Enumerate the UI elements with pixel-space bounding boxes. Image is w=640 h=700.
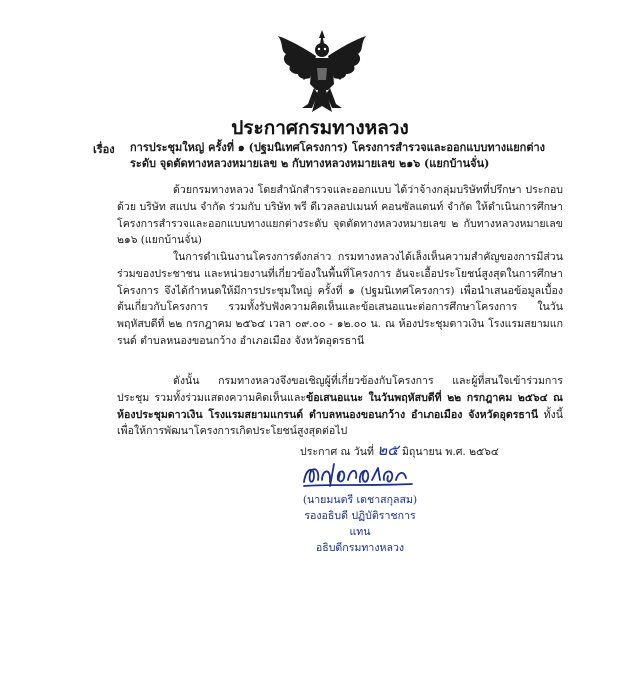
signatory-org: อธิบดีกรมทางหลวง (315, 542, 405, 554)
paragraph-3-closing: ทั้งนี้ เพื่อให้การพัฒนาโครงการเกิดประโยชน์สูงสุดต่อไป (117, 408, 564, 438)
paragraph-3 (117, 373, 563, 440)
subject-label: เรื่อง (93, 143, 115, 156)
paragraph-3-intro: ดังนั้น กรมทางหลวงจึงขอเชิญผู้ที่เกี่ยวข้องกับโครงการ และผู้ที่สนใจเข้าร่วมการประชุม รวมทั้งร่วมแสดงความคิดเห็นและ (117, 375, 563, 404)
subject-text: การประชุมใหญ่ ครั้งที่ ๑ (ปฐมนิเทศโครงการ) โครงการสำรวจและออกแบบทางแยกต่างระดับ จุดตัดทางหลวงหมายเลข ๒ กับทางหลวงหมายเลข ๒๑๖ (แยกบ้านจั่น) (130, 141, 546, 170)
signatory-position: รองอธิบดี ปฏิบัติราชการแทน (304, 510, 416, 538)
signatory-block (298, 492, 422, 556)
paragraph-2: ในการดำเนินงานโครงการดังกล่าว กรมทางหลวงได้เล็งเห็นความสำคัญของการมีส่วนร่วมของประชาชน และหน่วยงานที่เกี่ยวข้องในพื้นที่โครงการ อันจะเอื้อประโยชน์สูงสุดในการศึกษาโครงการ จึงได้กำหนดให้มีการประชุมใหญ่ ครั้งที่ ๑ (ปฐมนิเทศโครงการ) เพื่อนำเสนอข้อมูลเบื้องต้นเกี่ยวกับโครงการ รวมทั้งรับฟังความคิดเห็นและข้อเสนอแนะต่อการศึกษาโครงการ ในวันพฤหัสบดีที่ ๒๒ กรกฎาคม ๒๕๖๔ เวลา ๐๙.๐๐ - ๑๒.๐๐ น. ณ ห้องประชุมดาวเงิน โรงแรมสยามแกรนด์ ตำบลหนองขอนกว้าง อำเภอเมือง จังหวัดอุดรธานี (117, 251, 563, 347)
garuda-emblem-icon (276, 28, 368, 116)
date-prefix: ประกาศ ณ วันที่ (300, 446, 374, 458)
signatory-name: (นายมนตรี เดชาสกุลสม) (302, 494, 418, 506)
date-suffix: มิถุนายน พ.ศ. ๒๕๖๔ (401, 446, 499, 458)
signature-image (300, 456, 418, 490)
date-day: ๒๕ (377, 441, 399, 459)
paragraph-3-emphasis: ข้อเสนอแนะ ในวันพฤหัสบดีที่ ๒๒ กรกฎาคม ๒๕๖๔ ณ ห้องประชุมดาวเงิน โรงแรมสยามแกรนด์ ตำบลหนองขอนกว้าง อำเภอเมือง จังหวัดอุดรธานี (117, 391, 563, 421)
paragraph-1: ด้วยกรมทางหลวง โดยสำนักสำรวจและออกแบบ ได้ว่าจ้างกลุ่มบริษัทที่ปรึกษา ประกอบด้วย บริษัท สแปน จำกัด ร่วมกับ บริษัท พรี ดีเวลลอปเมนท์ คอนซัลแตนท์ จำกัด ให้ดำเนินการศึกษาโครงการสำรวจและออกแบบทางแยกต่างระดับ จุดตัดทางหลวงหมายเลข ๒ กับทางหลวงหมายเลข ๒๑๖ (แยกบ้านจั่น) (117, 184, 563, 247)
page-title: ประกาศกรมทางหลวง (231, 117, 409, 139)
